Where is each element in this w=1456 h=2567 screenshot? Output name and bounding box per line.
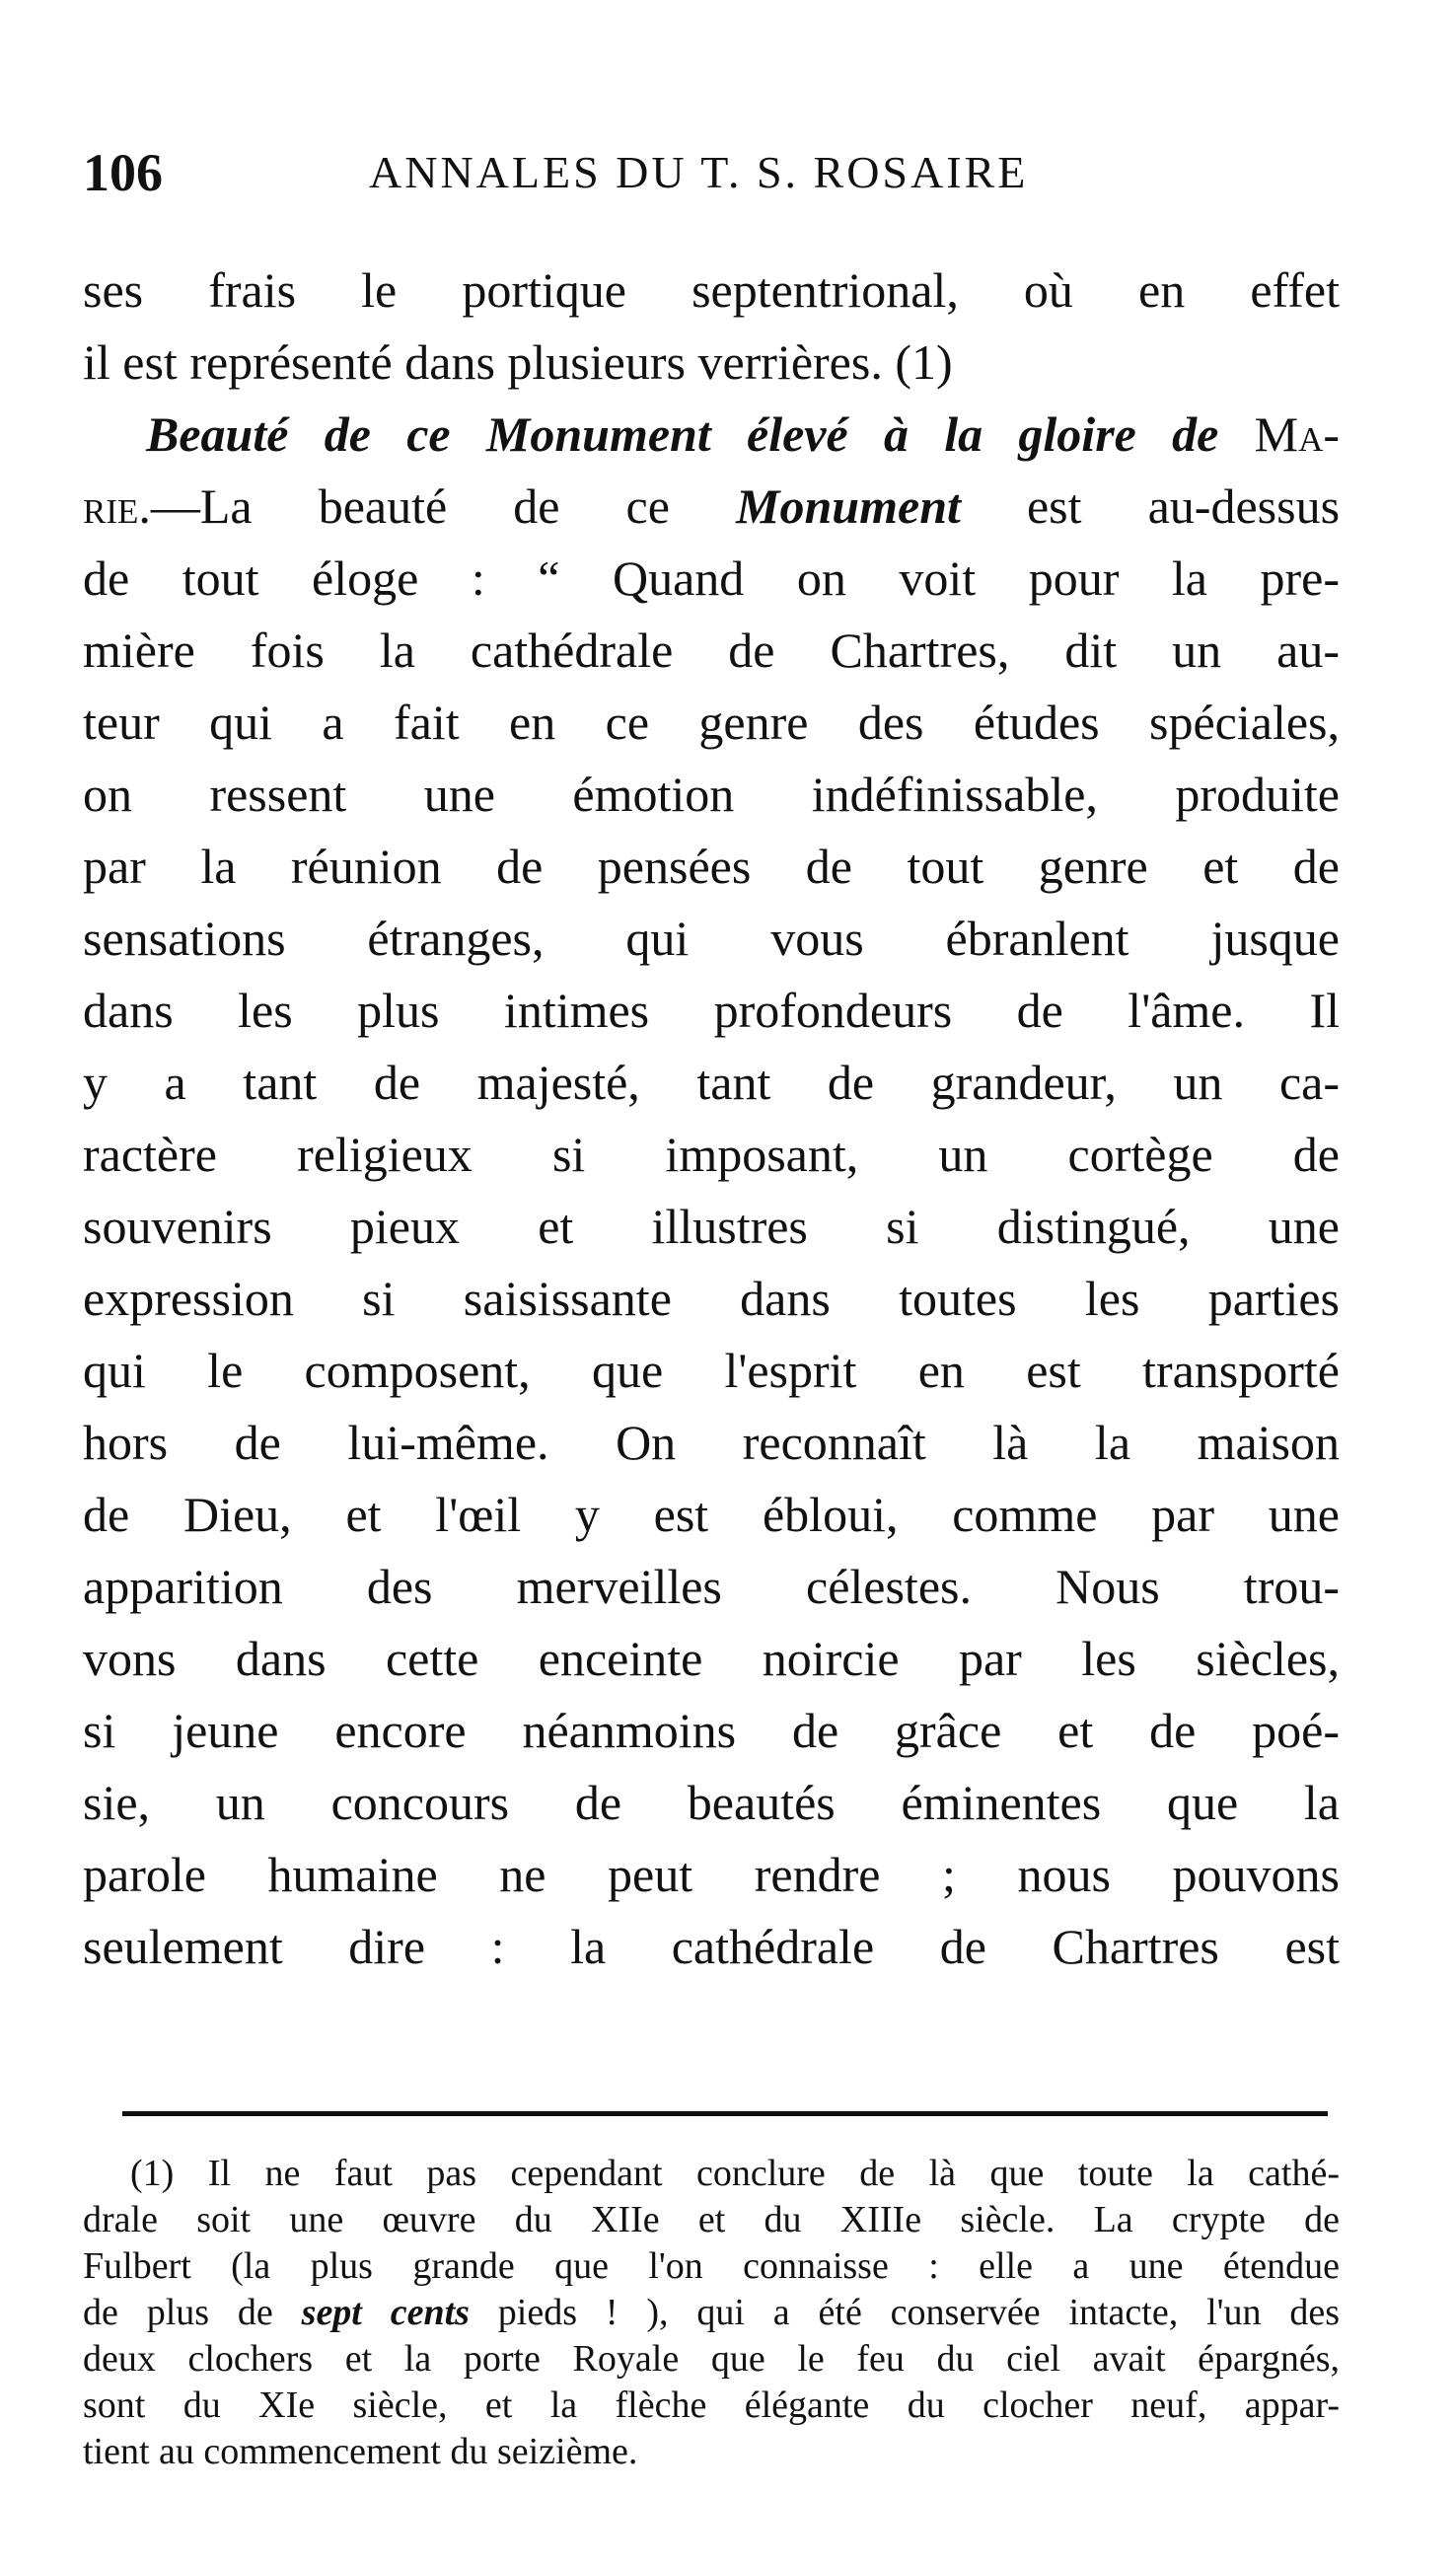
text-line: souvenirs pieux et illustres si distingué, une xyxy=(83,1199,1340,1254)
text-line: il est représenté dans plusieurs verrières. (1) xyxy=(83,334,953,390)
text-line: si jeune encore néanmoins de grâce et de poé- xyxy=(83,1703,1340,1758)
footnote-line: Fulbert (la plus grande que l'on connaisse : elle a une étendue xyxy=(83,2245,1340,2287)
text-line: par la réunion de pensées de tout genre et de xyxy=(83,839,1340,894)
text-line: apparition des merveilles célestes. Nous trou- xyxy=(83,1559,1340,1614)
section-heading-end: Ma- xyxy=(1254,406,1341,462)
footnote-line: drale soit une œuvre du XIIe et du XIIIe siècle. La crypte de xyxy=(83,2199,1340,2240)
footnote-line: sont du XIe siècle, et la flèche élégante du clocher neuf, appar- xyxy=(83,2384,1340,2426)
text-line: rie.—La beauté de ce Monument est au-dessus xyxy=(83,478,1341,534)
page-number: 106 xyxy=(83,143,163,202)
text-line: y a tant de majesté, tant de grandeur, un ca- xyxy=(83,1055,1340,1110)
footnote-rule xyxy=(122,2111,1328,2116)
emphasis: Monument xyxy=(736,478,961,534)
footnote xyxy=(83,2151,1340,2475)
text-line: mière fois la cathédrale de Chartres, dit un au- xyxy=(83,623,1340,678)
text-line: de Dieu, et l'œil y est ébloui, comme par une xyxy=(83,1487,1340,1542)
section-heading: Beauté de ce Monument élevé à la gloire de xyxy=(146,406,1219,462)
emphasis: sept cents xyxy=(301,2292,470,2333)
footnote-line: tient au commencement du seizième. xyxy=(83,2431,638,2472)
text-line: ractère religieux si imposant, un cortège de xyxy=(83,1127,1340,1182)
text-line: hors de lui-même. On reconnaît là la maison xyxy=(83,1415,1340,1470)
text-line: sensations étranges, qui vous ébranlent jusque xyxy=(83,911,1340,966)
text-line: ses frais le portique septentrional, où en effet xyxy=(83,262,1340,318)
text-line: seulement dire : la cathédrale de Chartres est xyxy=(83,1919,1340,1974)
text-line: on ressent une émotion indéfinissable, produite xyxy=(83,767,1340,822)
footnote-line: deux clochers et la porte Royale que le feu du ciel avait épargnés, xyxy=(83,2338,1340,2380)
text-line: sie, un concours de beautés éminentes que la xyxy=(83,1775,1340,1830)
text-line: qui le composent, que l'esprit en est transporté xyxy=(83,1343,1340,1398)
text-line: expression si saisissante dans toutes les parties xyxy=(83,1271,1340,1326)
text-line: parole humaine ne peut rendre ; nous pouvons xyxy=(83,1847,1340,1902)
footnote-line: (1) Il ne faut pas cependant conclure de là que toute la cathé- xyxy=(130,2153,1340,2194)
footnote-line: de plus de sept cents pieds ! ), qui a été conservée intacte, l'un des xyxy=(83,2292,1340,2333)
running-head xyxy=(83,138,1346,207)
text-line: de tout éloge : “ Quand on voit pour la pre- xyxy=(83,550,1340,606)
body-text xyxy=(83,255,1340,1983)
text-line: vons dans cette enceinte noircie par les siècles, xyxy=(83,1631,1340,1686)
section-heading-line xyxy=(83,399,1340,471)
section-heading-continuation: rie. xyxy=(83,478,151,534)
text-line: teur qui a fait en ce genre des études spéciales, xyxy=(83,695,1340,750)
running-title: ANNALES DU T. S. ROSAIRE xyxy=(369,147,1029,197)
text-line: dans les plus intimes profondeurs de l'âme. Il xyxy=(83,983,1340,1038)
